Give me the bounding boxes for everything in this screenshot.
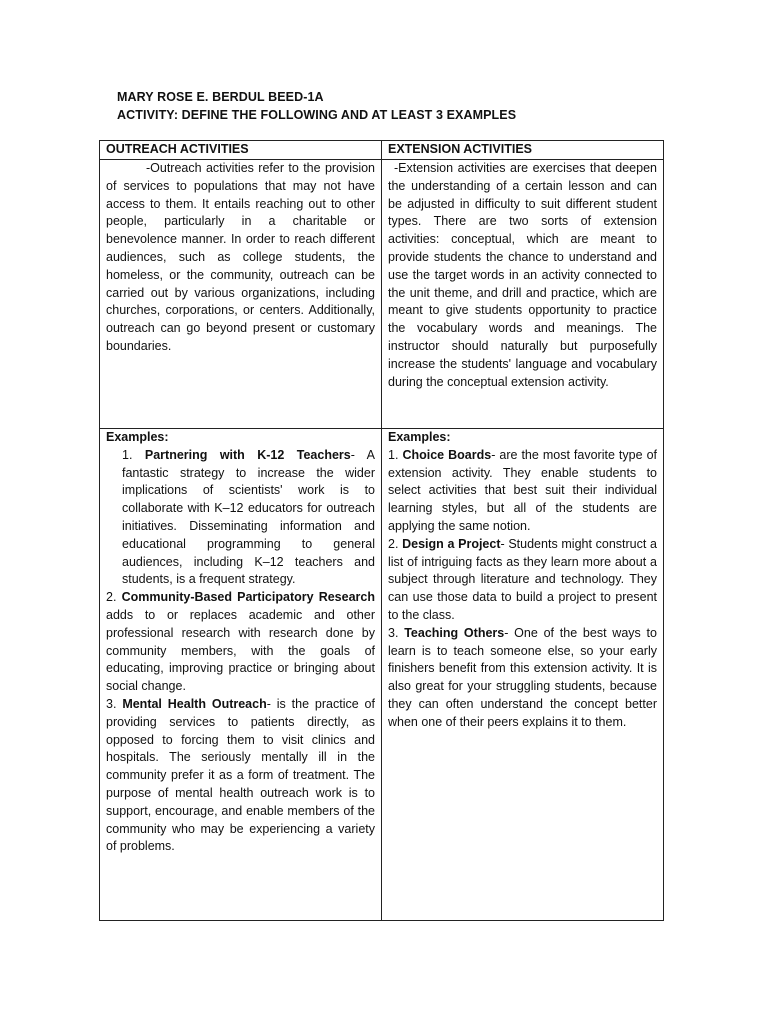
outreach-header: OUTREACH ACTIVITIES xyxy=(100,141,382,160)
examples-label: Examples: xyxy=(106,430,169,444)
example-title: Community-Based Participatory Research xyxy=(121,590,375,605)
example-text: - are the most favorite type of extension activity. They enable students to select activities that best suit their individual learning styles, but all of the students are applying the same notion. xyxy=(388,447,657,533)
outreach-definition-cell xyxy=(100,160,382,429)
example-title: Design a Project xyxy=(402,536,501,551)
extension-definition: -Extension activities are exercises that deepen the understanding of a certain lesson and can be adjusted in difficulty to suit different student types. There are two sorts of extension activities: conceptual, which are meant to provide students the chance to understand and use the target words in an activity connected to the unit theme, and drill and practice, which are meant to give students opportunity to practice the vocabulary words and meanings. The instructor should naturally but purposefully increase the students' language and vocabulary during the conceptual extension activity. xyxy=(388,161,657,389)
definition-row xyxy=(100,160,664,429)
example-text: - A fantastic strategy to increase the wider implications of scientists' work is to collaborate with K–12 educators for outreach initiatives. Disseminating information and educational programming to general audiences, including K–12 teachers and students, is a frequent strategy. xyxy=(122,447,375,587)
document-header xyxy=(117,88,516,124)
outreach-example-2: 2. Community-Based Participatory Research adds to or replaces academic and other professional research with research done by community members, with the goals of educating, improving practice or bringing about social change. xyxy=(106,590,375,694)
outreach-example-1: 1. Partnering with K-12 Teachers- A fantastic strategy to increase the wider implications of scientists' work is to collaborate with K–12 educators for outreach initiatives. Disseminating information and educational programming to general audiences, including K–12 teachers and students, is a frequent strategy. xyxy=(122,447,375,587)
extension-examples-cell xyxy=(382,429,664,921)
activities-table xyxy=(99,140,664,921)
extension-header: EXTENSION ACTIVITIES xyxy=(382,141,664,160)
example-text: - One of the best ways to learn is to teach someone else, so your early finishers benefit from this extension activity. It is also great for your struggling students, because they can often understand the concept better when one of their peers explains it to them. xyxy=(388,625,657,729)
example-text: - is the practice of providing services to patients directly, as opposed to forcing them to visit clinics and hospitals. The seriously mentally ill in the community prefer it as a form of treatment. The purpose of mental health outreach work is to support, encourage, and enable members of the community who may be experiencing a variety of problems. xyxy=(106,696,375,854)
extension-example-1: 1. Choice Boards- are the most favorite type of extension activity. They enable students to select activities that best suit their individual learning styles, but all of the students are applying the same notion. xyxy=(388,447,657,533)
example-text: - Students might construct a list of intriguing facts as they learn more about a subject through literature and technology. They can use those data to build a project to present to the class. xyxy=(388,536,657,622)
outreach-examples-cell xyxy=(100,429,382,921)
table-header-row xyxy=(100,141,664,160)
extension-example-3: 3. Teaching Others- One of the best ways to learn is to teach someone else, so your early finishers benefit from this extension activity. It is also great for your struggling students, because they can often understand the concept better when one of their peers explains it to them. xyxy=(388,625,657,729)
student-name-line: MARY ROSE E. BERDUL BEED-1A xyxy=(117,90,324,104)
example-text: adds to or replaces academic and other professional research with research done by community members, with the goals of educating, improving practice or bringing about social change. xyxy=(106,607,375,694)
example-title: Partnering with K-12 Teachers xyxy=(144,447,351,462)
example-title: Choice Boards xyxy=(402,447,492,462)
example-title: Mental Health Outreach xyxy=(122,696,267,711)
activity-line: ACTIVITY: DEFINE THE FOLLOWING AND AT LEAST 3 EXAMPLES xyxy=(117,108,517,122)
extension-definition-cell xyxy=(382,160,664,429)
outreach-example-3: 3. Mental Health Outreach- is the practice of providing services to patients directly, as opposed to forcing them to visit clinics and hospitals. The seriously mentally ill in the community prefer it as a form of treatment. The purpose of mental health outreach work is to support, encourage, and enable members of the community who may be experiencing a variety of problems. xyxy=(106,696,375,854)
examples-label: Examples: xyxy=(388,430,451,444)
examples-row xyxy=(100,429,664,921)
example-title: Teaching Others xyxy=(404,625,505,640)
extension-example-2: 2. Design a Project- Students might construct a list of intriguing facts as they learn more about a subject through literature and technology. They can use those data to build a project to present to the class. xyxy=(388,536,657,622)
outreach-definition: -Outreach activities refer to the provision of services to populations that may not have access to them. It entails reaching out to other people, particularly in a charitable or benevolence manner. In order to reach different audiences, such as college students, the homeless, or the community, outreach can be carried out by various organizations, including churches, corporations, or centers. Additionally, outreach can go beyond present or customary boundaries. xyxy=(106,161,375,353)
